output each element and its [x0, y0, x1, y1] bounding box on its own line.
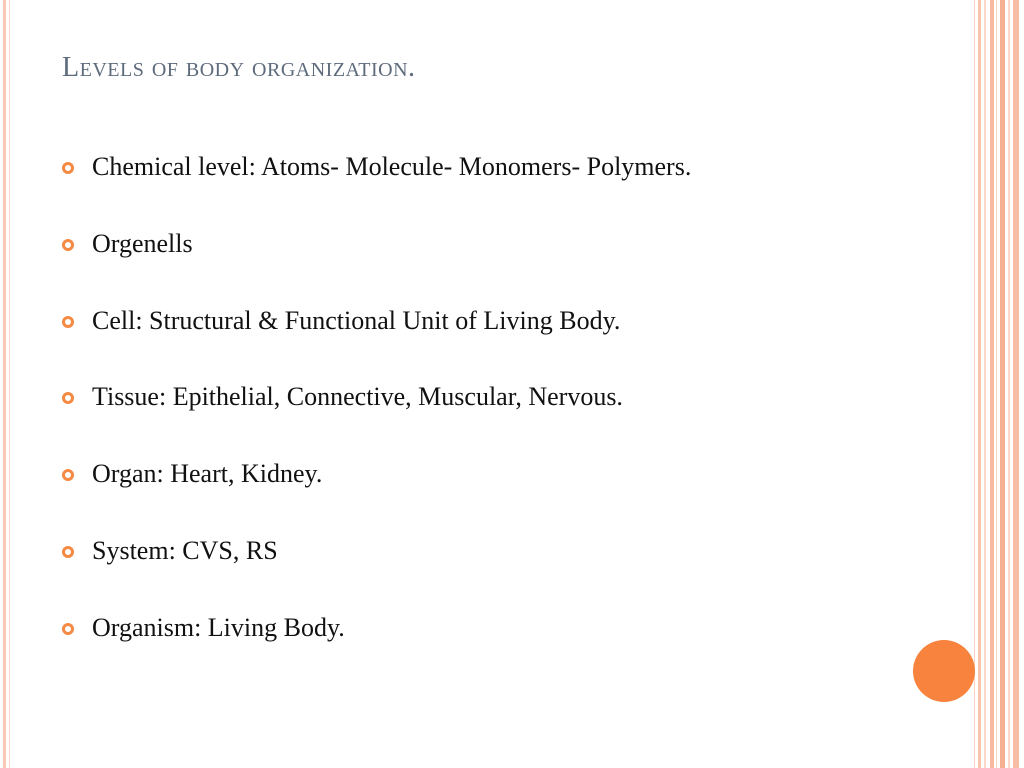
bullet-circle-icon — [62, 469, 74, 481]
orange-circle-decoration — [913, 640, 975, 702]
decorative-stripe-right-7 — [1008, 0, 1010, 768]
bullet-item-tissue — [62, 378, 691, 455]
bullet-list — [62, 148, 691, 686]
bullet-text: Orgenells — [92, 228, 193, 258]
decorative-stripe-right-6 — [1000, 0, 1005, 768]
decorative-stripe-left — [3, 0, 6, 768]
bullet-item-organ — [62, 455, 691, 532]
decorative-stripe-right-5 — [996, 0, 997, 768]
decorative-stripe-right-1 — [974, 0, 975, 768]
bullet-text: Organism: Living Body. — [92, 612, 345, 642]
decorative-stripe-right-2 — [978, 0, 981, 768]
bullet-circle-icon — [62, 546, 74, 558]
bullet-item-chemical-level — [62, 148, 691, 225]
decorative-stripe-right-4 — [990, 0, 994, 768]
bullet-item-system — [62, 532, 691, 609]
bullet-item-cell — [62, 302, 691, 379]
bullet-text: Organ: Heart, Kidney. — [92, 459, 323, 489]
slide-title: Levels of body organization. — [62, 52, 416, 83]
bullet-text: Chemical level: Atoms- Molecule- Monomers- Polymers. — [92, 152, 692, 181]
bullet-text: System: CVS, RS — [92, 535, 278, 565]
bullet-circle-icon — [62, 623, 74, 635]
decorative-stripe-right-3 — [984, 0, 986, 768]
bullet-circle-icon — [62, 392, 74, 404]
bullet-text: Cell: Structural & Functional Unit of Living Body. — [92, 305, 621, 335]
bullet-circle-icon — [62, 239, 74, 251]
bullet-item-organism — [62, 609, 691, 686]
bullet-circle-icon — [62, 162, 74, 174]
decorative-stripe-left-thin — [9, 0, 10, 768]
bullet-item-orgenells — [62, 225, 691, 302]
bullet-text: Tissue: Epithelial, Connective, Muscular, Nervous. — [92, 382, 623, 412]
bullet-circle-icon — [62, 316, 74, 328]
decorative-stripe-right-8 — [1013, 0, 1019, 768]
